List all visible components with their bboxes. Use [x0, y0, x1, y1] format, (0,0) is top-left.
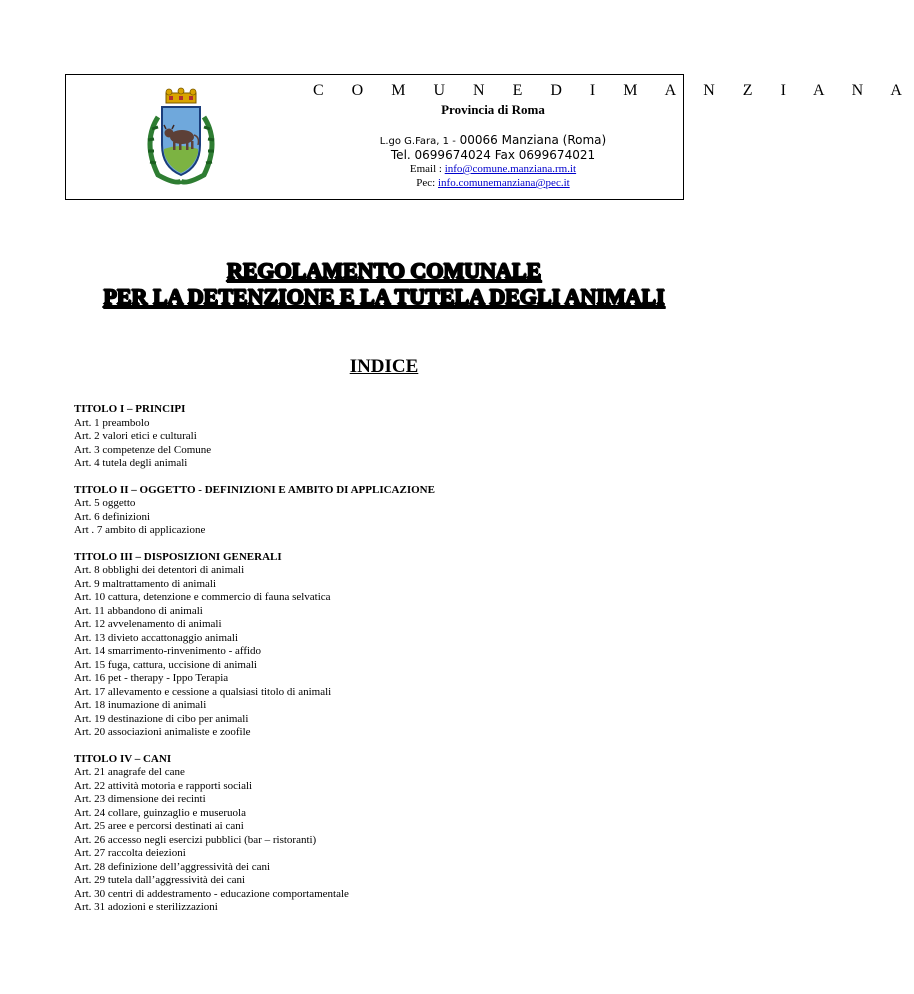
address-line — [301, 133, 685, 147]
pec-label: Pec: — [416, 177, 438, 189]
address-street: L.go G.Fara, 1 - — [379, 136, 456, 147]
phone-fax-line: Tel. 0699674024 Fax 0699674021 — [390, 148, 596, 162]
toc-item: Art. 17 allevamento e cessione a qualsiasi titolo di animali — [74, 685, 332, 698]
toc-item: Art. 5 oggetto — [74, 497, 136, 509]
toc-item: Art. 9 maltrattamento di animali — [74, 577, 217, 590]
toc-item: Art. 2 valori etici e culturali — [74, 430, 197, 442]
municipality-name: C O M U N E D I M A N Z I A N A — [313, 82, 914, 99]
toc-item: Art. 6 definizioni — [74, 510, 151, 523]
toc-item: Art . 7 ambito di applicazione — [74, 524, 206, 536]
toc-item: Art. 19 destinazione di cibo per animali — [74, 712, 249, 725]
toc-item: Art. 3 competenze del Comune — [74, 443, 212, 456]
toc-item: Art. 11 abbandono di animali — [74, 604, 203, 617]
municipal-crest-icon — [136, 87, 226, 187]
toc-item: Art. 21 anagrafe del cane — [74, 766, 185, 778]
province-name: Provincia di Roma — [441, 102, 545, 117]
toc-item: Art. 27 raccolta deiezioni — [74, 847, 186, 859]
email-line — [301, 163, 685, 176]
toc-section — [74, 484, 714, 538]
title-line-1: REGOLAMENTO COMUNALE — [226, 258, 542, 283]
toc-section-title: TITOLO III – DISPOSIZIONI GENERALI — [74, 550, 282, 563]
toc-item: Art. 16 pet - therapy - Ippo Terapia — [74, 672, 229, 684]
toc-section-title: TITOLO II – OGGETTO - DEFINIZIONI E AMBITO DI APPLICAZIONE — [74, 483, 435, 496]
toc-item: Art. 25 aree e percorsi destinati ai cani — [74, 820, 244, 832]
toc-item: Art. 10 cattura, detenzione e commercio di fauna selvatica — [74, 591, 331, 603]
pec-line — [301, 177, 685, 190]
toc-item: Art. 15 fuga, cattura, uccisione di animali — [74, 658, 257, 671]
pec-link[interactable]: info.comunemanziana@pec.it — [438, 177, 570, 189]
title-line-2: PER LA DETENZIONE E LA TUTELA DEGLI ANIMALI — [103, 284, 665, 309]
toc-section-title: TITOLO IV – CANI — [74, 752, 172, 765]
letterhead-text — [301, 75, 914, 190]
toc-item: Art. 18 inumazione di animali — [74, 699, 207, 711]
toc-item: Art. 1 preambolo — [74, 416, 150, 429]
toc-item: Art. 24 collare, guinzaglio e museruola — [74, 806, 246, 819]
toc-section — [74, 551, 714, 740]
toc-item: Art. 22 attività motoria e rapporti sociali — [74, 779, 253, 792]
address-city: 00066 Manziana (Roma) — [455, 133, 607, 147]
toc-item: Art. 28 definizione dell’aggressività dei cani — [74, 860, 271, 873]
toc-item: Art. 13 divieto accattonaggio animali — [74, 631, 239, 644]
toc-section — [74, 403, 714, 471]
toc-item: Art. 4 tutela degli animali — [74, 457, 188, 469]
toc-item: Art. 23 dimensione dei recinti — [74, 793, 206, 805]
toc-item: Art. 12 avvelenamento di animali — [74, 618, 222, 630]
toc-item: Art. 8 obblighi dei detentori di animali — [74, 564, 245, 576]
email-link[interactable]: info@comune.manziana.rm.it — [444, 163, 577, 175]
toc-item: Art. 30 centri di addestramento - educazione comportamentale — [74, 887, 349, 900]
toc-item: Art. 31 adozioni e sterilizzazioni — [74, 901, 218, 913]
toc-item: Art. 14 smarrimento-rinvenimento - affido — [74, 645, 262, 657]
index-heading: INDICE — [349, 356, 419, 377]
table-of-contents — [74, 403, 714, 928]
toc-item: Art. 26 accesso negli esercizi pubblici (bar – ristoranti) — [74, 833, 317, 846]
email-label: Email : — [409, 163, 445, 175]
toc-item: Art. 29 tutela dall’aggressività dei cani — [74, 874, 246, 886]
letterhead-box — [65, 74, 914, 200]
toc-item: Art. 20 associazioni animaliste e zoofile — [74, 726, 251, 738]
toc-section — [74, 753, 714, 915]
document-title — [0, 258, 768, 310]
toc-section-title: TITOLO I – PRINCIPI — [74, 403, 186, 415]
